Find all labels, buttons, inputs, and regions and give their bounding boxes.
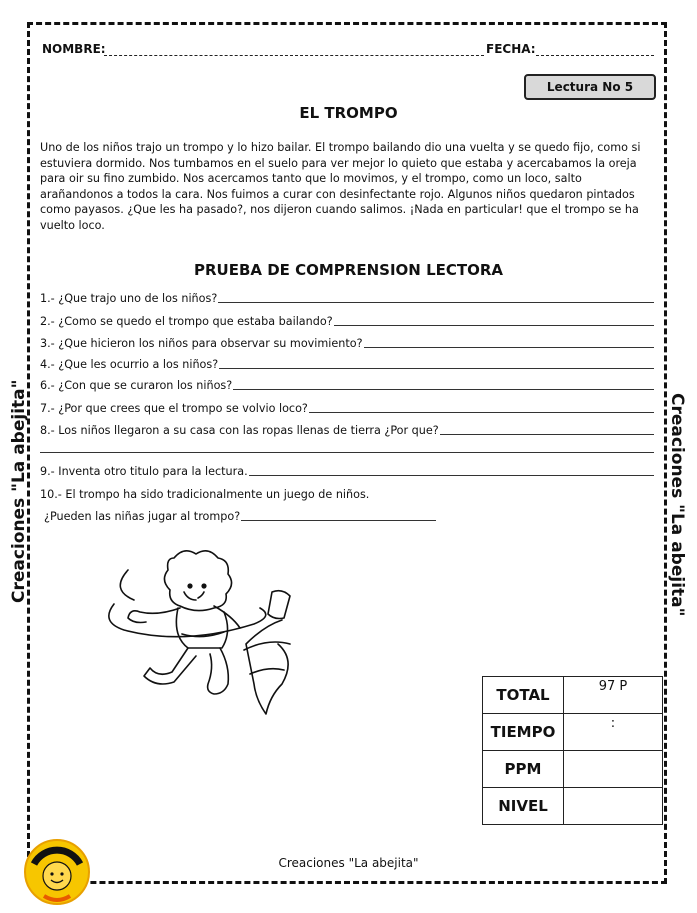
score-row-level	[483, 788, 663, 825]
question-8[interactable]	[40, 422, 654, 437]
question-text: 9.- Inventa otro titulo para la lectura.	[40, 465, 248, 478]
boy-spinning-top-illustration	[104, 548, 314, 726]
name-field[interactable]	[104, 55, 484, 56]
answer-line[interactable]	[249, 475, 654, 476]
question-7[interactable]	[40, 400, 654, 415]
question-1[interactable]	[40, 290, 654, 305]
answer-line[interactable]	[218, 302, 654, 303]
answer-line-extra[interactable]	[40, 452, 654, 453]
date-field[interactable]	[536, 55, 654, 56]
score-label: TIEMPO	[483, 714, 564, 751]
question-text: 4.- ¿Que les ocurrio a los niños?	[40, 358, 219, 371]
answer-line[interactable]	[241, 520, 436, 521]
question-text: 7.- ¿Por que crees que el trompo se volvio loco?	[40, 402, 308, 415]
question-text: ¿Pueden las niñas jugar al trompo?	[44, 510, 241, 523]
answer-line[interactable]	[364, 347, 654, 348]
score-label: PPM	[483, 751, 564, 788]
quiz-title: PRUEBA DE COMPRENSION LECTORA	[193, 261, 504, 279]
bee-logo	[22, 834, 92, 906]
reading-text: Uno de los niños trajo un trompo y lo hizo bailar. El trompo bailando dio una vuelta y se quedo fijo, como si estuviera dormido. Nos tumbamos en el suelo para ver mejor lo quieto que estaba y acercabamos la oreja para oir su fino zumbido. Nos acercamos tanto que lo movimos, y el trompo, como un loco, salto arañandonos a todos la cara. Nos fuimos a curar con desinfectante rojo. Algunos niños quedaron pintados como payasos. ¿Que les ha pasado?, nos dijeron cuando salimos. ¡Nada en particular! que el trompo se ha vuelto loco.	[40, 141, 641, 232]
question-10b[interactable]	[44, 508, 436, 523]
score-label: NIVEL	[483, 788, 564, 825]
score-row-total	[483, 677, 663, 714]
question-text: 8.- Los niños llegaron a su casa con las ropas llenas de tierra ¿Por que?	[40, 424, 439, 437]
side-watermark-left: Creaciones "La abejita"	[9, 379, 29, 603]
answer-line[interactable]	[233, 389, 654, 390]
score-table	[482, 676, 663, 825]
score-label: TOTAL	[483, 677, 564, 714]
question-text: 2.- ¿Como se quedo el trompo que estaba bailando?	[40, 315, 333, 328]
question-text: 6.- ¿Con que se curaron los niños?	[40, 379, 233, 392]
score-value[interactable]	[564, 751, 663, 788]
score-row-ppm	[483, 751, 663, 788]
score-value[interactable]: 97 P	[564, 677, 663, 714]
header-row	[42, 42, 654, 60]
question-text: 3.- ¿Que hicieron los niños para observar su movimiento?	[40, 337, 363, 350]
footer-credit: Creaciones "La abejita"	[278, 856, 419, 870]
date-label: FECHA:	[486, 42, 536, 56]
answer-line[interactable]	[309, 412, 654, 413]
name-label: NOMBRE:	[42, 42, 106, 56]
question-4[interactable]	[40, 356, 654, 371]
score-value[interactable]: :	[564, 714, 663, 751]
question-6[interactable]	[40, 377, 654, 392]
question-2[interactable]	[40, 313, 654, 328]
answer-line[interactable]	[440, 434, 654, 435]
question-text: 1.- ¿Que trajo uno de los niños?	[40, 292, 218, 305]
reading-title: EL TROMPO	[299, 104, 398, 122]
question-3[interactable]	[40, 335, 654, 350]
score-value[interactable]	[564, 788, 663, 825]
question-text: 10.- El trompo ha sido tradicionalmente un juego de niños.	[40, 488, 370, 501]
answer-line[interactable]	[334, 325, 654, 326]
question-10	[40, 486, 654, 501]
reading-number-badge: Lectura No 5	[524, 74, 656, 100]
answer-line[interactable]	[219, 368, 654, 369]
side-watermark-right: Creaciones "La abejita"	[667, 393, 687, 617]
question-9[interactable]	[40, 463, 654, 478]
score-row-time	[483, 714, 663, 751]
